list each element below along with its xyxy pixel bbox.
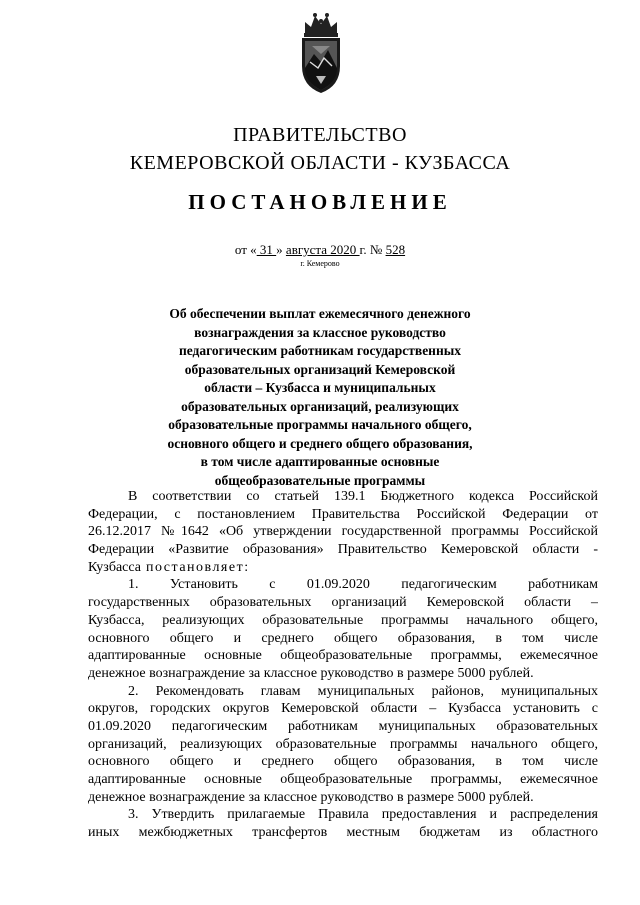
government-title-line2: КЕМЕРОВСКОЙ ОБЛАСТИ - КУЗБАССА [129,152,511,174]
body-line: денежное вознаграждение за классное руководство в размере 5000 рублей. [88,789,534,805]
body-line: основного общего и среднего общего образования, в том числе [88,630,598,646]
title-line: в том числе адаптированные основные [200,454,440,469]
date-suffix: г. № [359,242,386,257]
body-line: государственных образовательных организаций Кемеровской области – [88,595,598,611]
title-line: образовательных организаций, реализующих [181,398,459,414]
decree-body [88,488,598,842]
title-line: общеобразовательные программы [214,472,426,488]
body-line: адаптированные основные общеобразовательные программы, ежемесячное [88,772,598,787]
body-line: В соответствии со статьей 139.1 Бюджетного кодекса Российской [128,489,598,504]
title-line: области – Кузбасса и муниципальных [204,380,436,395]
body-line: основного общего и среднего общего образования, в том числе [88,754,598,770]
date-prefix: от « [234,242,257,257]
title-line: образовательные программы начального общего, [168,417,472,432]
title-line: Об обеспечении выплат ежемесячного денежного [169,306,471,321]
body-text: Кузбасса [88,559,141,575]
body-line: 26.12.2017 №1642 «Об утверждении государственной программы Российской [88,524,598,540]
city-label: г. Кемерово [300,259,340,268]
body-line: адаптированные основные общеобразовательные программы, ежемесячное [88,648,598,664]
body-line: организаций, реализующих образовательные программы начального общего, [88,736,598,752]
body-line: 1. Установить с 01.09.2020 педагогическим работникам [128,577,598,593]
body-line: 01.09.2020 педагогическим работникам муниципальных образовательных [88,718,598,734]
decree-date-number [0,242,640,258]
title-line: вознаграждения за классное руководство [194,324,446,340]
body-line: 3. Утвердить прилагаемые Правила предоставления и распределения [128,807,598,823]
decree-title [150,305,490,490]
government-title-line1: ПРАВИТЕЛЬСТВО [233,124,407,146]
title-line: основного общего и среднего общего образования, [167,435,473,451]
body-line-last [88,559,598,577]
coat-of-arms-icon [296,10,346,95]
body-line: округов, городских округов Кемеровской области – Кузбасса установить с [88,701,598,717]
body-line: Кузбасса, реализующих образовательные программы начального общего, [88,612,598,628]
resolve-word: постановляет: [140,559,250,575]
body-line: Федерации, с постановлением Правительства Российской Федерации от [88,506,598,522]
body-line: иных межбюджетных трансфертов местным бюджетам из областного [88,825,598,841]
title-line: педагогическим работникам государственных [178,343,462,358]
title-line: образовательных организаций Кемеровской [184,361,456,377]
date-month-year: августа 2020 [285,242,360,257]
decree-number: 528 [385,242,406,257]
document-type-heading: ПОСТАНОВЛЕНИЕ [188,190,452,214]
body-line: Федерации «Развитие образования» Правительство Кемеровской области - [88,542,598,558]
body-line: 2. Рекомендовать главам муниципальных районов, муниципальных [128,683,598,699]
body-line: денежное вознаграждение за классное руководство в размере 5000 рублей. [88,665,534,681]
date-mid: » [276,242,286,257]
date-day: 31 [256,242,277,257]
